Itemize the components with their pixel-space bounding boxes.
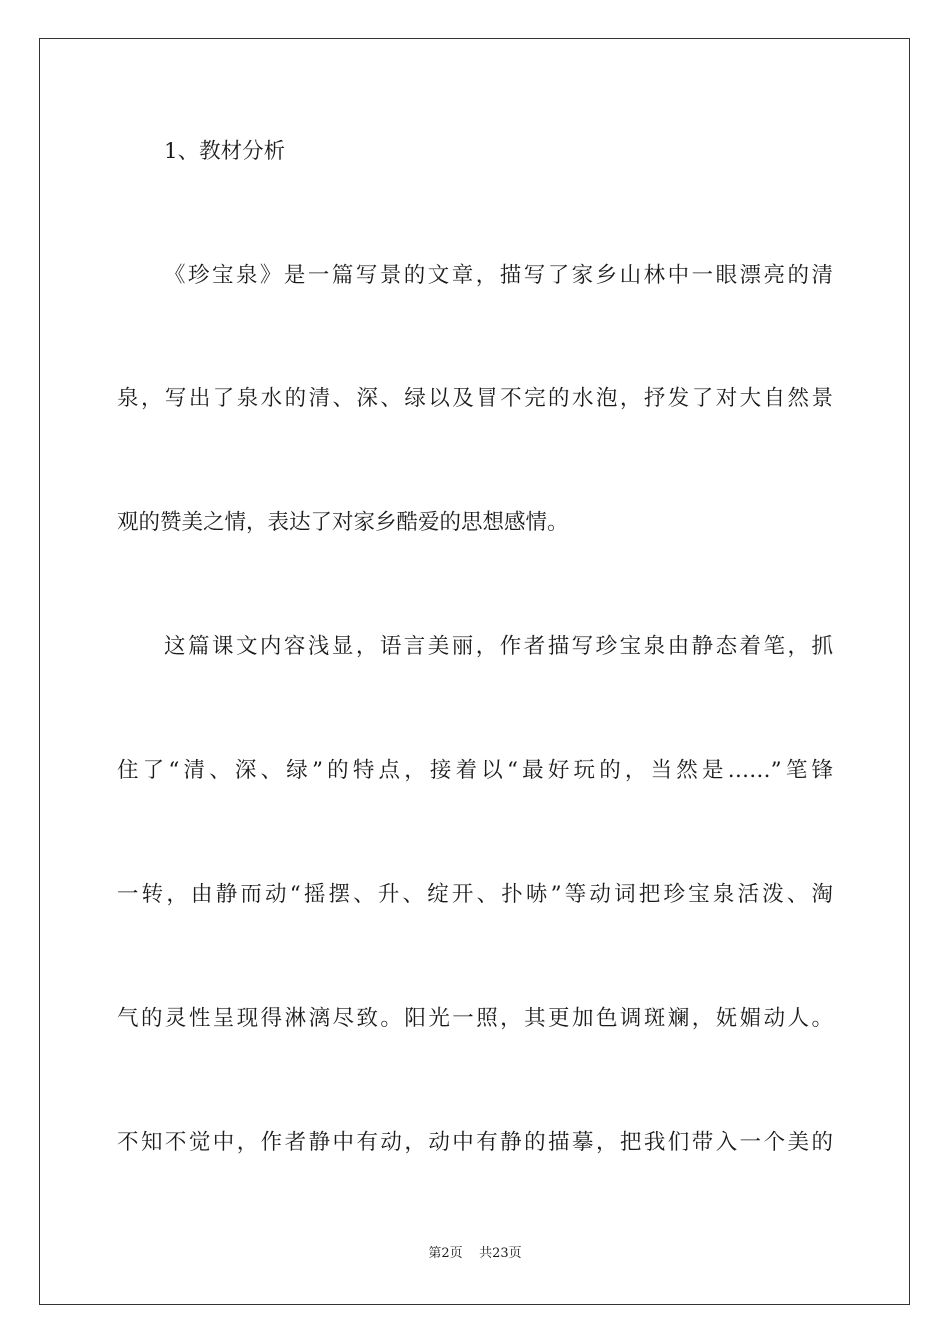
paragraph-line: 一转，由静而动“摇摆、升、绽开、扑哧”等动词把珍宝泉活泼、淘 [117,882,833,907]
paragraph-line: 气的灵性呈现得淋漓尽致。阳光一照，其更加色调斑斓，妩媚动人。 [117,1006,833,1031]
paragraph-line: 《珍宝泉》是一篇写景的文章，描写了家乡山林中一眼漂亮的清 [164,263,833,288]
page-total: 共23页 [479,1246,522,1261]
paragraph-line: 不知不觉中，作者静中有动，动中有静的描摹，把我们带入一个美的 [117,1130,833,1155]
section-heading: 1、教材分析 [164,139,286,164]
page-number: 第2页 [428,1246,463,1261]
paragraph-line: 观的赞美之情，表达了对家乡酷爱的思想感情。 [117,510,569,535]
paragraph-line: 这篇课文内容浅显，语言美丽，作者描写珍宝泉由静态着笔，抓 [164,634,833,659]
paragraph-line: 住了“清、深、绿”的特点，接着以“最好玩的，当然是……”笔锋 [117,758,833,783]
paragraph-line: 泉，写出了泉水的清、深、绿以及冒不完的水泡，抒发了对大自然景 [117,386,833,411]
page-footer [0,1245,950,1263]
page-border [39,38,910,1305]
